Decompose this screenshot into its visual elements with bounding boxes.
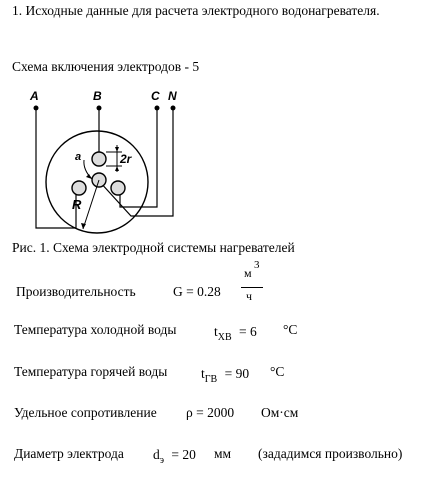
- label-R: R: [72, 197, 82, 212]
- electrode-diameter-unit: мм: [214, 446, 232, 461]
- electrode-left: [72, 181, 86, 195]
- resistivity-label: Удельное сопротивление: [14, 405, 157, 420]
- cold-temp-symbol: t: [214, 324, 218, 339]
- resistivity-unit: Ом·см: [261, 405, 299, 420]
- dimension-2r-arrow-top: [115, 147, 119, 152]
- productivity-formula: G = 0.28: [173, 284, 221, 299]
- cold-temp-unit: °C: [283, 322, 298, 337]
- terminal-label-a: A: [30, 89, 39, 103]
- productivity-unit-exponent: 3: [254, 259, 260, 271]
- cold-temp-label: Температура холодной воды: [14, 322, 177, 337]
- electrode-diameter-symbol: d: [153, 447, 160, 462]
- scheme-title: Схема включения электродов - 5: [12, 59, 200, 74]
- cold-temp-value: = 6: [239, 324, 257, 339]
- hot-temp-symbol: t: [201, 366, 205, 381]
- hot-temp-unit: °C: [270, 364, 285, 379]
- wire-n: [99, 108, 173, 216]
- fraction-bar: [241, 287, 263, 288]
- terminal-label-b: B: [93, 89, 102, 103]
- cold-temp-subscript: ХВ: [217, 332, 232, 343]
- label-2r: 2r: [120, 152, 132, 166]
- hot-temp-label: Температура горячей воды: [14, 364, 168, 379]
- dimension-R-arrow: [81, 223, 86, 229]
- electrode-diameter-subscript: э: [159, 455, 165, 466]
- terminal-label-n: N: [168, 89, 177, 103]
- productivity-label: Производительность: [16, 284, 136, 299]
- wire-a: [36, 108, 76, 228]
- productivity-unit-numerator: м: [244, 266, 252, 280]
- dimension-a-arrow: [86, 174, 92, 179]
- hot-temp-subscript: ГВ: [204, 374, 218, 385]
- hot-temp-formula: [201, 366, 249, 388]
- resistivity-formula: ρ = 2000: [186, 405, 235, 420]
- terminal-label-c: C: [151, 89, 160, 103]
- figure-caption: Рис. 1. Схема электродной системы нагревателей: [12, 240, 295, 255]
- cold-temp-formula: [214, 324, 257, 346]
- electrode-top: [92, 152, 106, 166]
- electrode-right: [111, 181, 125, 195]
- electrode-diameter-note: (зададимся произвольно): [258, 446, 403, 461]
- heading: 1. Исходные данные для расчета электродного водонагревателя.: [12, 3, 380, 18]
- productivity-unit-denominator: ч: [246, 289, 253, 303]
- label-a: a: [75, 151, 82, 163]
- electrode-diameter-formula: [153, 447, 196, 469]
- electrode-diameter-value: = 20: [171, 447, 196, 462]
- dimension-2r-arrow-bottom: [115, 166, 119, 171]
- productivity-unit: [241, 259, 265, 304]
- electrode-diameter-label: Диаметр электрода: [14, 446, 124, 461]
- hot-temp-value: = 90: [224, 366, 250, 381]
